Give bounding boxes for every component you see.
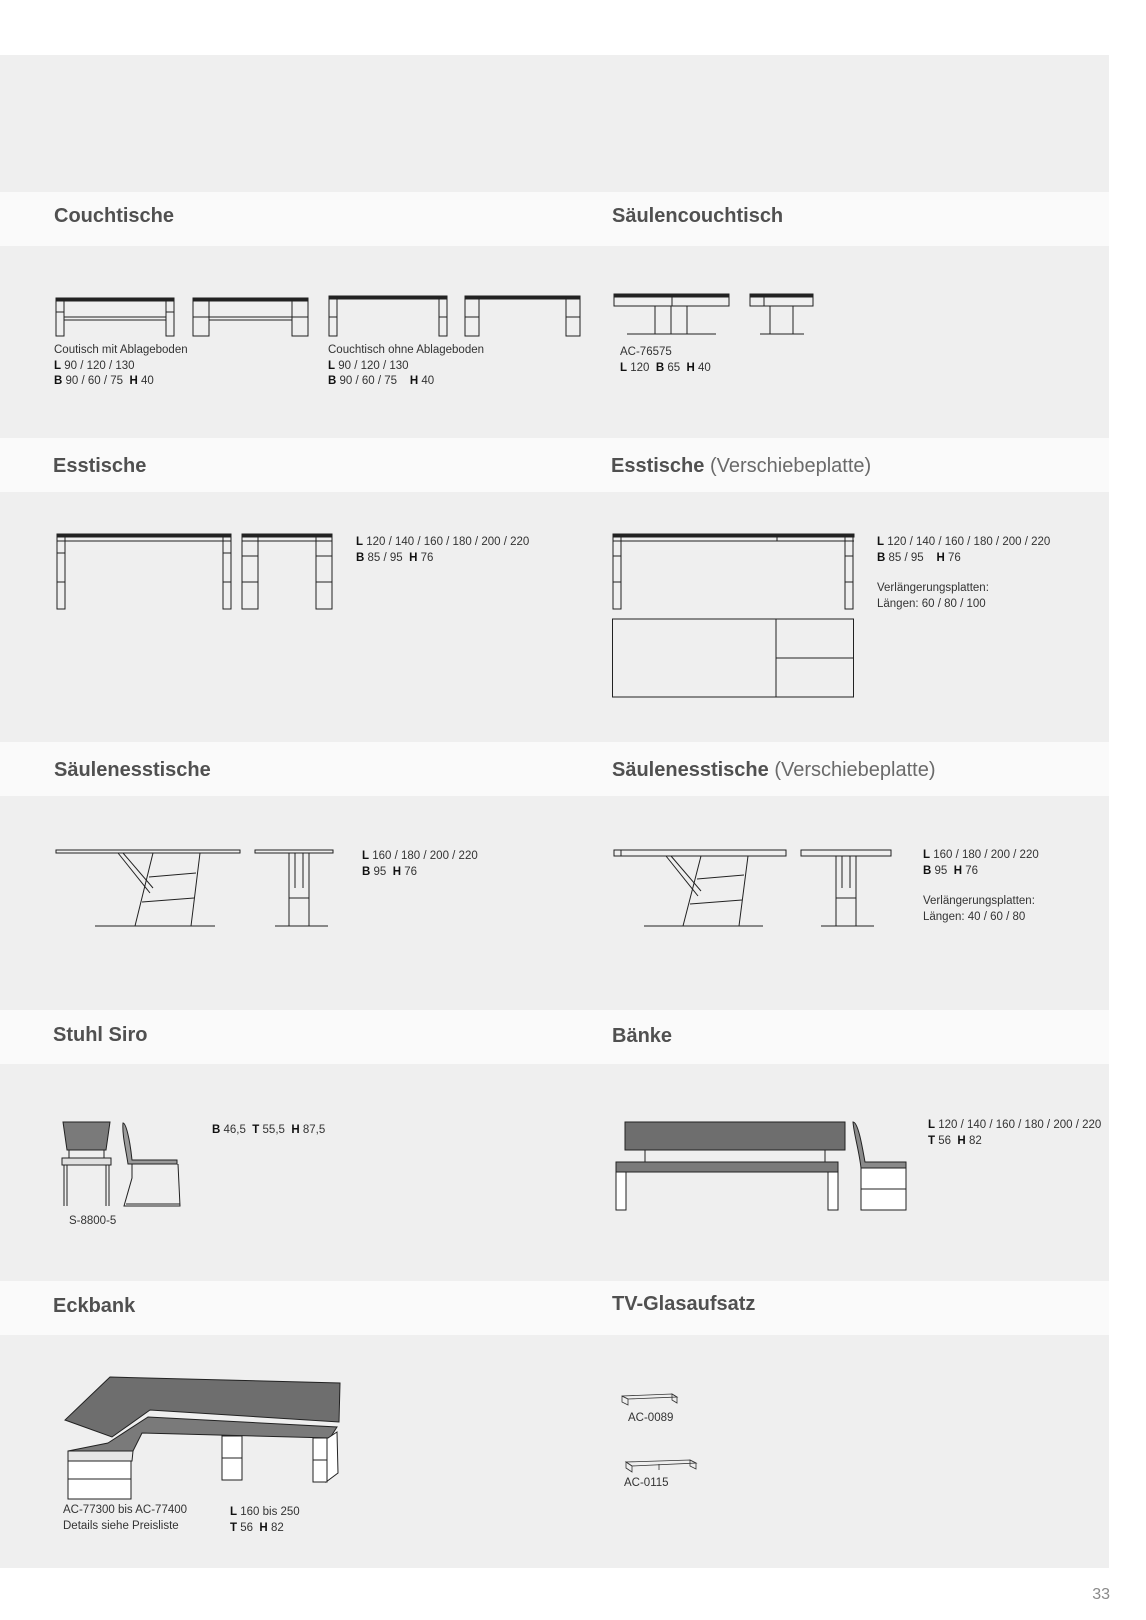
ext-lengths: Längen: 60 / 80 / 100 <box>877 597 986 610</box>
eckbank-codes <box>63 1503 187 1534</box>
saeulencouchtisch-heading: Säulencouchtisch <box>612 205 784 227</box>
section-band <box>0 1281 1109 1335</box>
section-band <box>0 438 1109 492</box>
saeulenesstisch-verschiebe-drawings <box>613 848 903 928</box>
couchtisch-ohne-spec <box>328 343 484 390</box>
stuhl-siro-drawings <box>60 1120 190 1210</box>
couchtische-heading: Couchtische <box>54 205 175 227</box>
dim-L: L 90 / 120 / 130 <box>328 359 409 372</box>
couchtisch-drawings <box>54 292 582 338</box>
ext-label: Verlängerungsplatten: <box>877 582 989 594</box>
dim-B-H: B 85 / 95 H 76 <box>356 551 434 564</box>
dim-T-H: T 56 H 82 <box>230 1521 284 1534</box>
dim-B-H: B 90 / 60 / 75 H 40 <box>328 375 435 387</box>
details: Details siehe Preisliste <box>63 1519 179 1532</box>
esstische-spec <box>356 535 529 566</box>
stuhl-siro-heading: Stuhl Siro <box>53 1024 148 1046</box>
dims: L 120 B 65 H 40 <box>620 361 711 374</box>
esstische-heading: Esstische <box>53 455 147 477</box>
saeulenesstische-spec <box>362 849 478 880</box>
eckbank-heading: Eckbank <box>53 1295 136 1317</box>
section-band <box>0 1010 1109 1064</box>
tv-glasaufsatz-code2: AC-0115 <box>624 1477 669 1489</box>
dim-T-H: T 56 H 82 <box>928 1134 982 1147</box>
saeulenesstische-verschiebe-spec <box>923 848 1039 925</box>
couchtisch-mit-spec <box>54 343 188 390</box>
baenke-drawings <box>612 1120 912 1212</box>
stuhl-siro-code: S-8800-5 <box>69 1215 117 1227</box>
item-name: Couchtisch ohne Ablageboden <box>328 344 485 356</box>
esstisch-drawings <box>56 532 336 612</box>
dim-L: L 120 / 140 / 160 / 180 / 200 / 220 <box>356 536 530 548</box>
baenke-spec <box>928 1118 1101 1149</box>
tv-glasaufsatz-heading: TV-Glasaufsatz <box>612 1293 756 1315</box>
dim-B-H: B 95 H 76 <box>923 864 979 877</box>
baenke-heading: Bänke <box>612 1025 673 1047</box>
page-number: 33 <box>1092 1586 1110 1603</box>
item-code: AC-76575 <box>620 346 672 358</box>
saeulencouchtisch-spec <box>620 345 711 376</box>
eckbank-drawing <box>60 1375 350 1501</box>
eckbank-spec <box>230 1505 300 1536</box>
content-panel <box>0 55 1109 1568</box>
tv-glasaufsatz-large-drawing <box>624 1457 699 1475</box>
saeulenesstische-verschiebe-heading: Säulenesstische (Verschiebeplatte) <box>612 759 936 781</box>
esstische-verschiebe-spec <box>877 535 1050 612</box>
dim-B-H: B 90 / 60 / 75 H 40 <box>54 375 154 387</box>
tv-glasaufsatz-small-drawing <box>620 1392 680 1408</box>
ext-lengths: Längen: 40 / 60 / 80 <box>923 910 1026 923</box>
dim-B-H: B 95 H 76 <box>362 865 418 878</box>
dim-L: L 90 / 120 / 130 <box>54 359 135 372</box>
tv-glasaufsatz-code1: AC-0089 <box>628 1412 674 1424</box>
ext-label: Verlängerungsplatten: <box>923 895 1035 907</box>
saeulencouchtisch-drawing <box>612 290 822 338</box>
dim-L: L 160 bis 250 <box>230 1506 300 1518</box>
saeulenesstische-heading: Säulenesstische <box>54 759 211 781</box>
saeulenesstisch-drawings <box>55 848 355 928</box>
dim-L: L 160 / 180 / 200 / 220 <box>923 849 1039 861</box>
esstisch-verschiebe-drawing <box>612 532 857 698</box>
esstische-verschiebe-heading: Esstische (Verschiebeplatte) <box>611 455 872 477</box>
dim-B-H: B 85 / 95 H 76 <box>877 551 961 564</box>
item-name: Coutisch mit Ablageboden <box>54 344 188 356</box>
codes: AC-77300 bis AC-77400 <box>63 1504 188 1516</box>
dim-L: L 120 / 140 / 160 / 180 / 200 / 220 <box>877 536 1051 548</box>
dim-L: L 160 / 180 / 200 / 220 <box>362 850 478 862</box>
dims: B 46,5 T 55,5 H 87,5 <box>212 1124 326 1136</box>
stuhl-siro-spec <box>212 1123 325 1139</box>
dim-L: L 120 / 140 / 160 / 180 / 200 / 220 <box>928 1119 1102 1131</box>
